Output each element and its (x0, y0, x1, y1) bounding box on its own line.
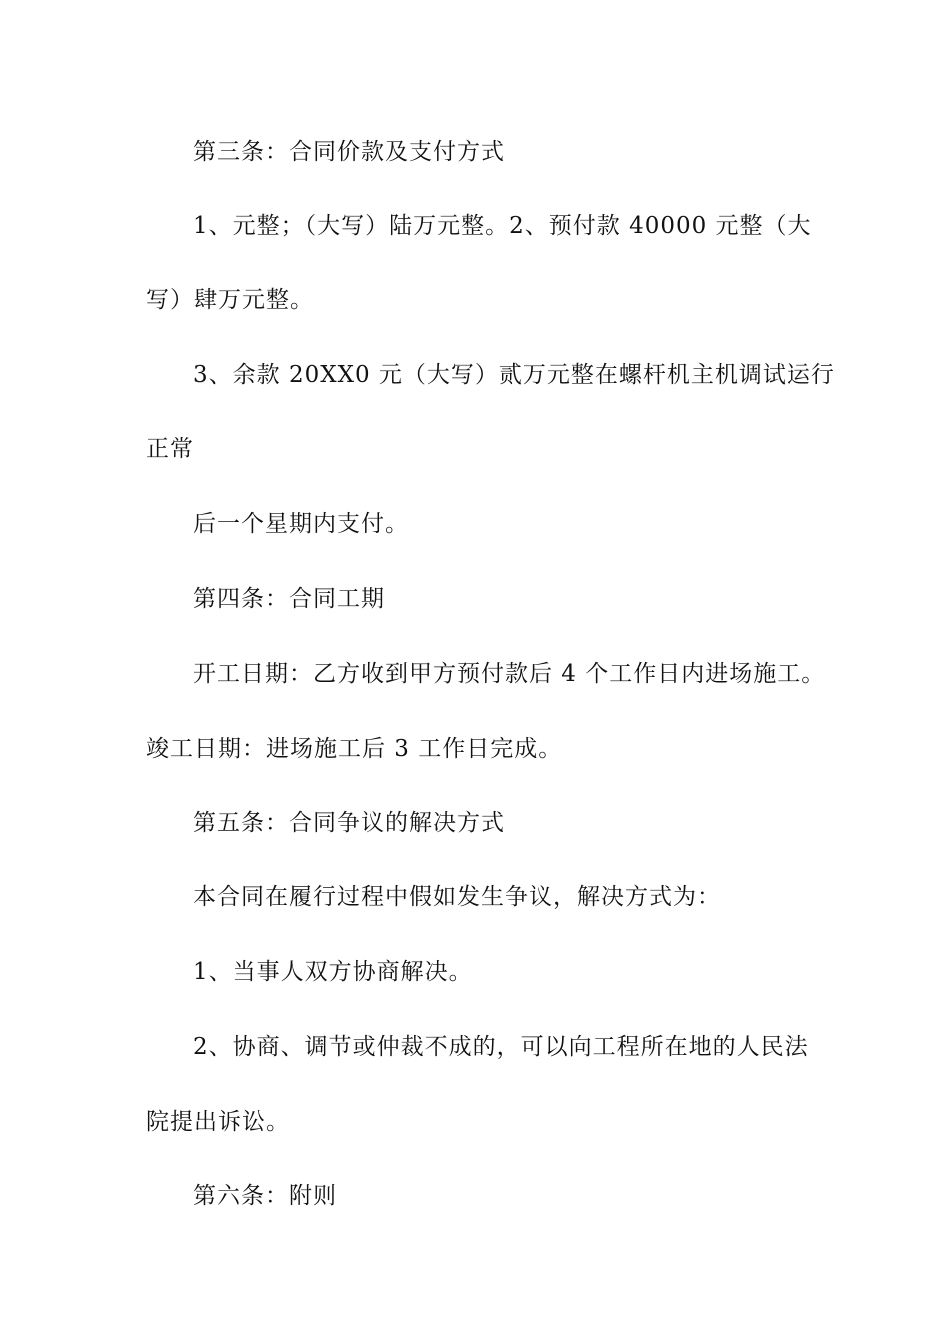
paragraph-line: 本合同在履行过程中假如发生争议，解决方式为： (193, 884, 721, 910)
paragraph-line: 写）肆万元整。 (146, 287, 314, 313)
heading-article-5: 第五条：合同争议的解决方式 (193, 810, 505, 836)
paragraph-line: 3、余款 20XX0 元（大写）贰万元整在螺杆机主机调试运行 (193, 362, 835, 388)
paragraph-line: 院提出诉讼。 (146, 1109, 290, 1135)
heading-article-3: 第三条：合同价款及支付方式 (193, 139, 505, 165)
paragraph-line: 1、当事人双方协商解决。 (193, 959, 473, 985)
paragraph-line: 1、元整；（大写）陆万元整。2、预付款 40000 元整（大 (193, 213, 812, 239)
paragraph-line: 竣工日期：进场施工后 3 工作日完成。 (146, 736, 563, 762)
paragraph-line: 2、协商、调节或仲裁不成的，可以向工程所在地的人民法 (193, 1034, 809, 1060)
heading-article-6: 第六条：附则 (193, 1183, 337, 1209)
heading-article-4: 第四条：合同工期 (193, 586, 385, 612)
paragraph-line: 正常 (146, 436, 194, 462)
paragraph-line: 开工日期：乙方收到甲方预付款后 4 个工作日内进场施工。 (193, 661, 826, 687)
paragraph-line: 后一个星期内支付。 (193, 511, 409, 537)
